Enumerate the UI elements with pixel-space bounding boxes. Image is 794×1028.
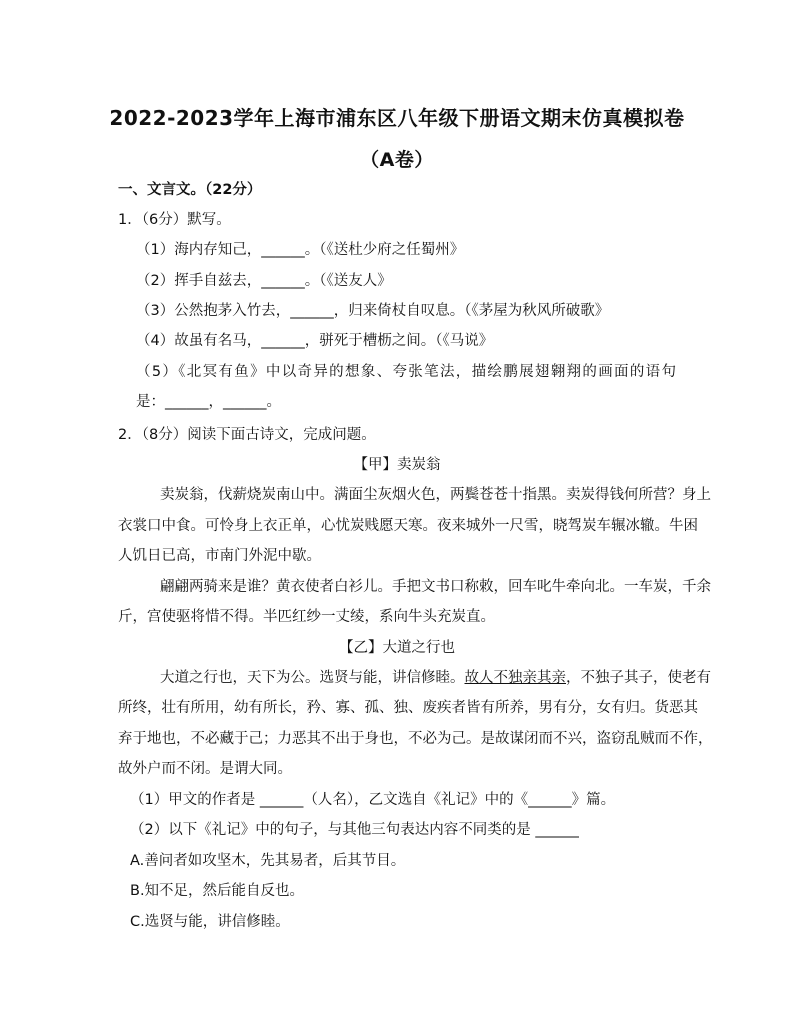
passage-yi-line-1 — [160, 668, 711, 688]
q2-sub-1: （1）甲文的作者是 ______（人名），乙文选自《礼记》中的《______》篇。 — [130, 792, 616, 808]
passage-yi-line: 所终，壮有所用，幼有所长，矜、寡、孤、独、废疾者皆有所养，男有分，女有归。货恶其 — [118, 700, 698, 716]
passage-jia-line: 斤，宫使驱将惜不得。半匹红纱一丈绫，系向牛头充炭直。 — [118, 609, 495, 625]
q1-item-5-cont: 是：______，______。 — [136, 394, 281, 410]
passage-jia-title: 【甲】卖炭翁 — [353, 457, 441, 473]
option-c: C.选贤与能，讲信修睦。 — [130, 914, 290, 930]
section-heading: 一、文言文。（22分） — [118, 182, 262, 198]
passage-jia-line: 卖炭翁，伐薪烧炭南山中。满面尘灰烟火色，两鬓苍苍十指黑。卖炭得钱何所营？身上 — [160, 487, 711, 503]
passage-jia-line: 翩翩两骑来是谁？黄衣使者白衫儿。手把文书口称敕，回车叱牛牵向北。一车炭，千余 — [160, 579, 711, 595]
passage-jia-line: 衣裳口中食。可怜身上衣正单，心忧炭贱愿天寒。夜来城外一尺雪，晓驾炭车辗冰辙。牛困 — [118, 518, 698, 534]
passage-yi-text: ，不独子其子，使老有 — [566, 670, 711, 686]
passage-yi-line: 故外户而不闭。是谓大同。 — [118, 761, 292, 777]
q1-item-2: （2）挥手自兹去，______。（《送友人》 — [136, 273, 392, 289]
question-1-stem: 1．（6分）默写。 — [118, 212, 231, 228]
option-a: A.善问者如攻坚木，先其易者，后其节目。 — [130, 853, 406, 869]
passage-yi-title: 【乙】大道之行也 — [339, 640, 455, 656]
underlined-sentence: 故人不独亲其亲 — [464, 670, 566, 686]
passage-yi-text: 大道之行也，天下为公。选贤与能，讲信修睦。 — [160, 670, 465, 686]
doc-title: 2022-2023学年上海市浦东区八年级下册语文期末仿真模拟卷 — [109, 106, 685, 130]
q1-item-1: （1）海内存知己，______。（《送杜少府之任蜀州》 — [136, 242, 465, 258]
passage-yi-line: 弃于地也，不必藏于己；力恶其不出于身也，不必为己。是故谋闭而不兴，盗窃乱贼而不作， — [118, 731, 713, 747]
doc-subtitle: （A卷） — [360, 149, 434, 171]
option-b: B.知不足，然后能自反也。 — [130, 883, 305, 899]
q1-item-4: （4）故虽有名马，______，骈死于槽枥之间。（《马说》 — [136, 333, 494, 349]
q2-sub-2: （2）以下《礼记》中的句子，与其他三句表达内容不同类的是 ______ — [130, 822, 579, 838]
q1-item-3: （3）公然抱茅入竹去，______，归来倚杖自叹息。（《茅屋为秋风所破歌》 — [136, 303, 610, 319]
question-2-stem: 2．（8分）阅读下面古诗文，完成问题。 — [118, 427, 376, 443]
q1-item-5: （5）《北冥有鱼》中以奇异的想象、夸张笔法，描绘鹏展翅翱翔的画面的语句 — [136, 364, 676, 380]
passage-jia-line: 人饥日已高，市南门外泥中歇。 — [118, 548, 321, 564]
